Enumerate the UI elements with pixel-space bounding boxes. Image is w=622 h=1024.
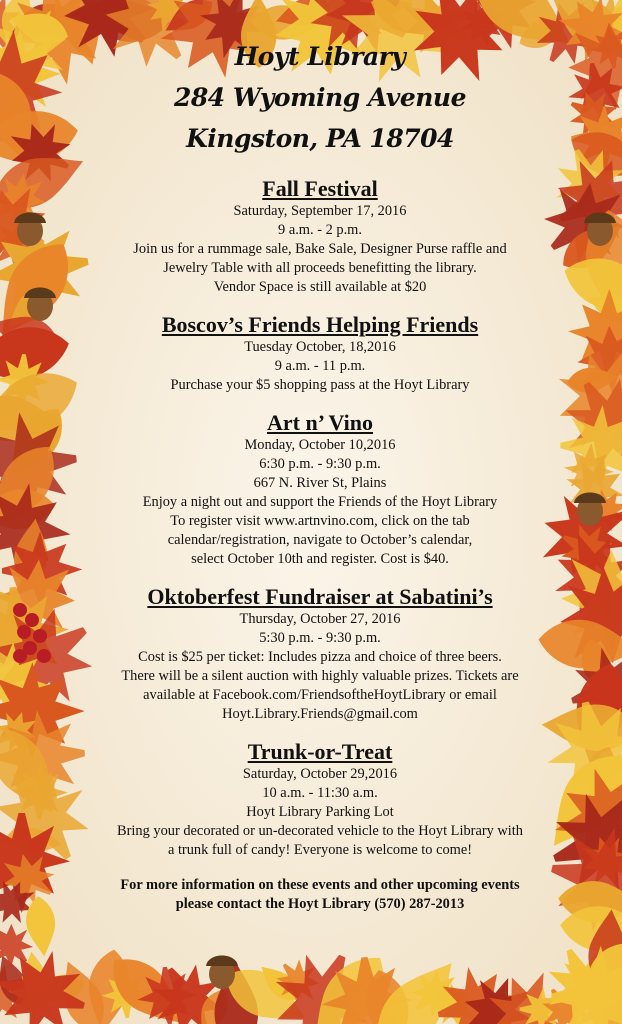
library-name: Hoyt Library (234, 42, 406, 71)
event-date: Saturday, September 17, 2016 (233, 203, 407, 219)
event-description: Cost is $25 per ticket: Includes pizza and choice of three beers. (138, 649, 502, 665)
library-street: 284 Wyoming Avenue (173, 83, 466, 112)
event-title: Art n’ Vino (267, 410, 373, 435)
event-description: Jewelry Table with all proceeds benefitting the library. (163, 260, 477, 276)
flyer-content (60, 36, 580, 914)
event-title: Fall Festival (262, 176, 378, 201)
event-boscovs (60, 313, 580, 395)
event-title: Boscov’s Friends Helping Friends (161, 312, 479, 337)
event-title: Trunk-or-Treat (247, 739, 393, 764)
event-description: There will be a silent auction with highly valuable prizes. Tickets are (121, 668, 519, 684)
event-description: available at Facebook.com/FriendsoftheHoytLibrary or email (143, 687, 497, 703)
contact-line: please contact the Hoyt Library (570) 287-2013 (175, 896, 465, 912)
event-date: Tuesday October, 18,2016 (244, 339, 396, 355)
event-description: select October 10th and register. Cost is $40. (191, 551, 449, 567)
event-oktoberfest (60, 585, 580, 724)
event-description: Enjoy a night out and support the Friends of the Hoyt Library (142, 494, 498, 510)
event-description: calendar/registration, navigate to October’s calendar, (167, 532, 473, 548)
event-description: Purchase your $5 shopping pass at the Hoyt Library (170, 377, 470, 393)
event-description: Join us for a rummage sale, Bake Sale, Designer Purse raffle and (133, 241, 507, 257)
event-description: Hoyt.Library.Friends@gmail.com (222, 706, 418, 722)
event-art-n-vino (60, 411, 580, 569)
event-trunk-or-treat (60, 740, 580, 860)
event-description: Vendor Space is still available at $20 (213, 279, 427, 295)
event-time: 5:30 p.m. - 9:30 p.m. (259, 630, 381, 646)
event-fall-festival (60, 177, 580, 297)
event-time: 10 a.m. - 11:30 a.m. (262, 785, 378, 801)
library-header (60, 36, 580, 159)
event-location: Hoyt Library Parking Lot (246, 804, 394, 820)
library-city: Kingston, PA 18704 (186, 124, 454, 153)
event-description: To register visit www.artnvino.com, click on the tab (170, 513, 470, 529)
event-date: Monday, October 10,2016 (244, 437, 396, 453)
event-time: 9 a.m. - 11 p.m. (274, 358, 366, 374)
contact-footer (60, 876, 580, 914)
event-title: Oktoberfest Fundraiser at Sabatini’s (147, 584, 493, 609)
event-description: a trunk full of candy! Everyone is welcome to come! (167, 842, 473, 858)
event-time: 9 a.m. - 2 p.m. (278, 222, 362, 238)
event-time: 6:30 p.m. - 9:30 p.m. (259, 456, 381, 472)
event-date: Thursday, October 27, 2016 (239, 611, 401, 627)
event-location: 667 N. River St, Plains (253, 475, 387, 491)
event-description: Bring your decorated or un-decorated vehicle to the Hoyt Library with (117, 823, 523, 839)
contact-line: For more information on these events and other upcoming events (120, 877, 520, 893)
event-date: Saturday, October 29,2016 (242, 766, 398, 782)
